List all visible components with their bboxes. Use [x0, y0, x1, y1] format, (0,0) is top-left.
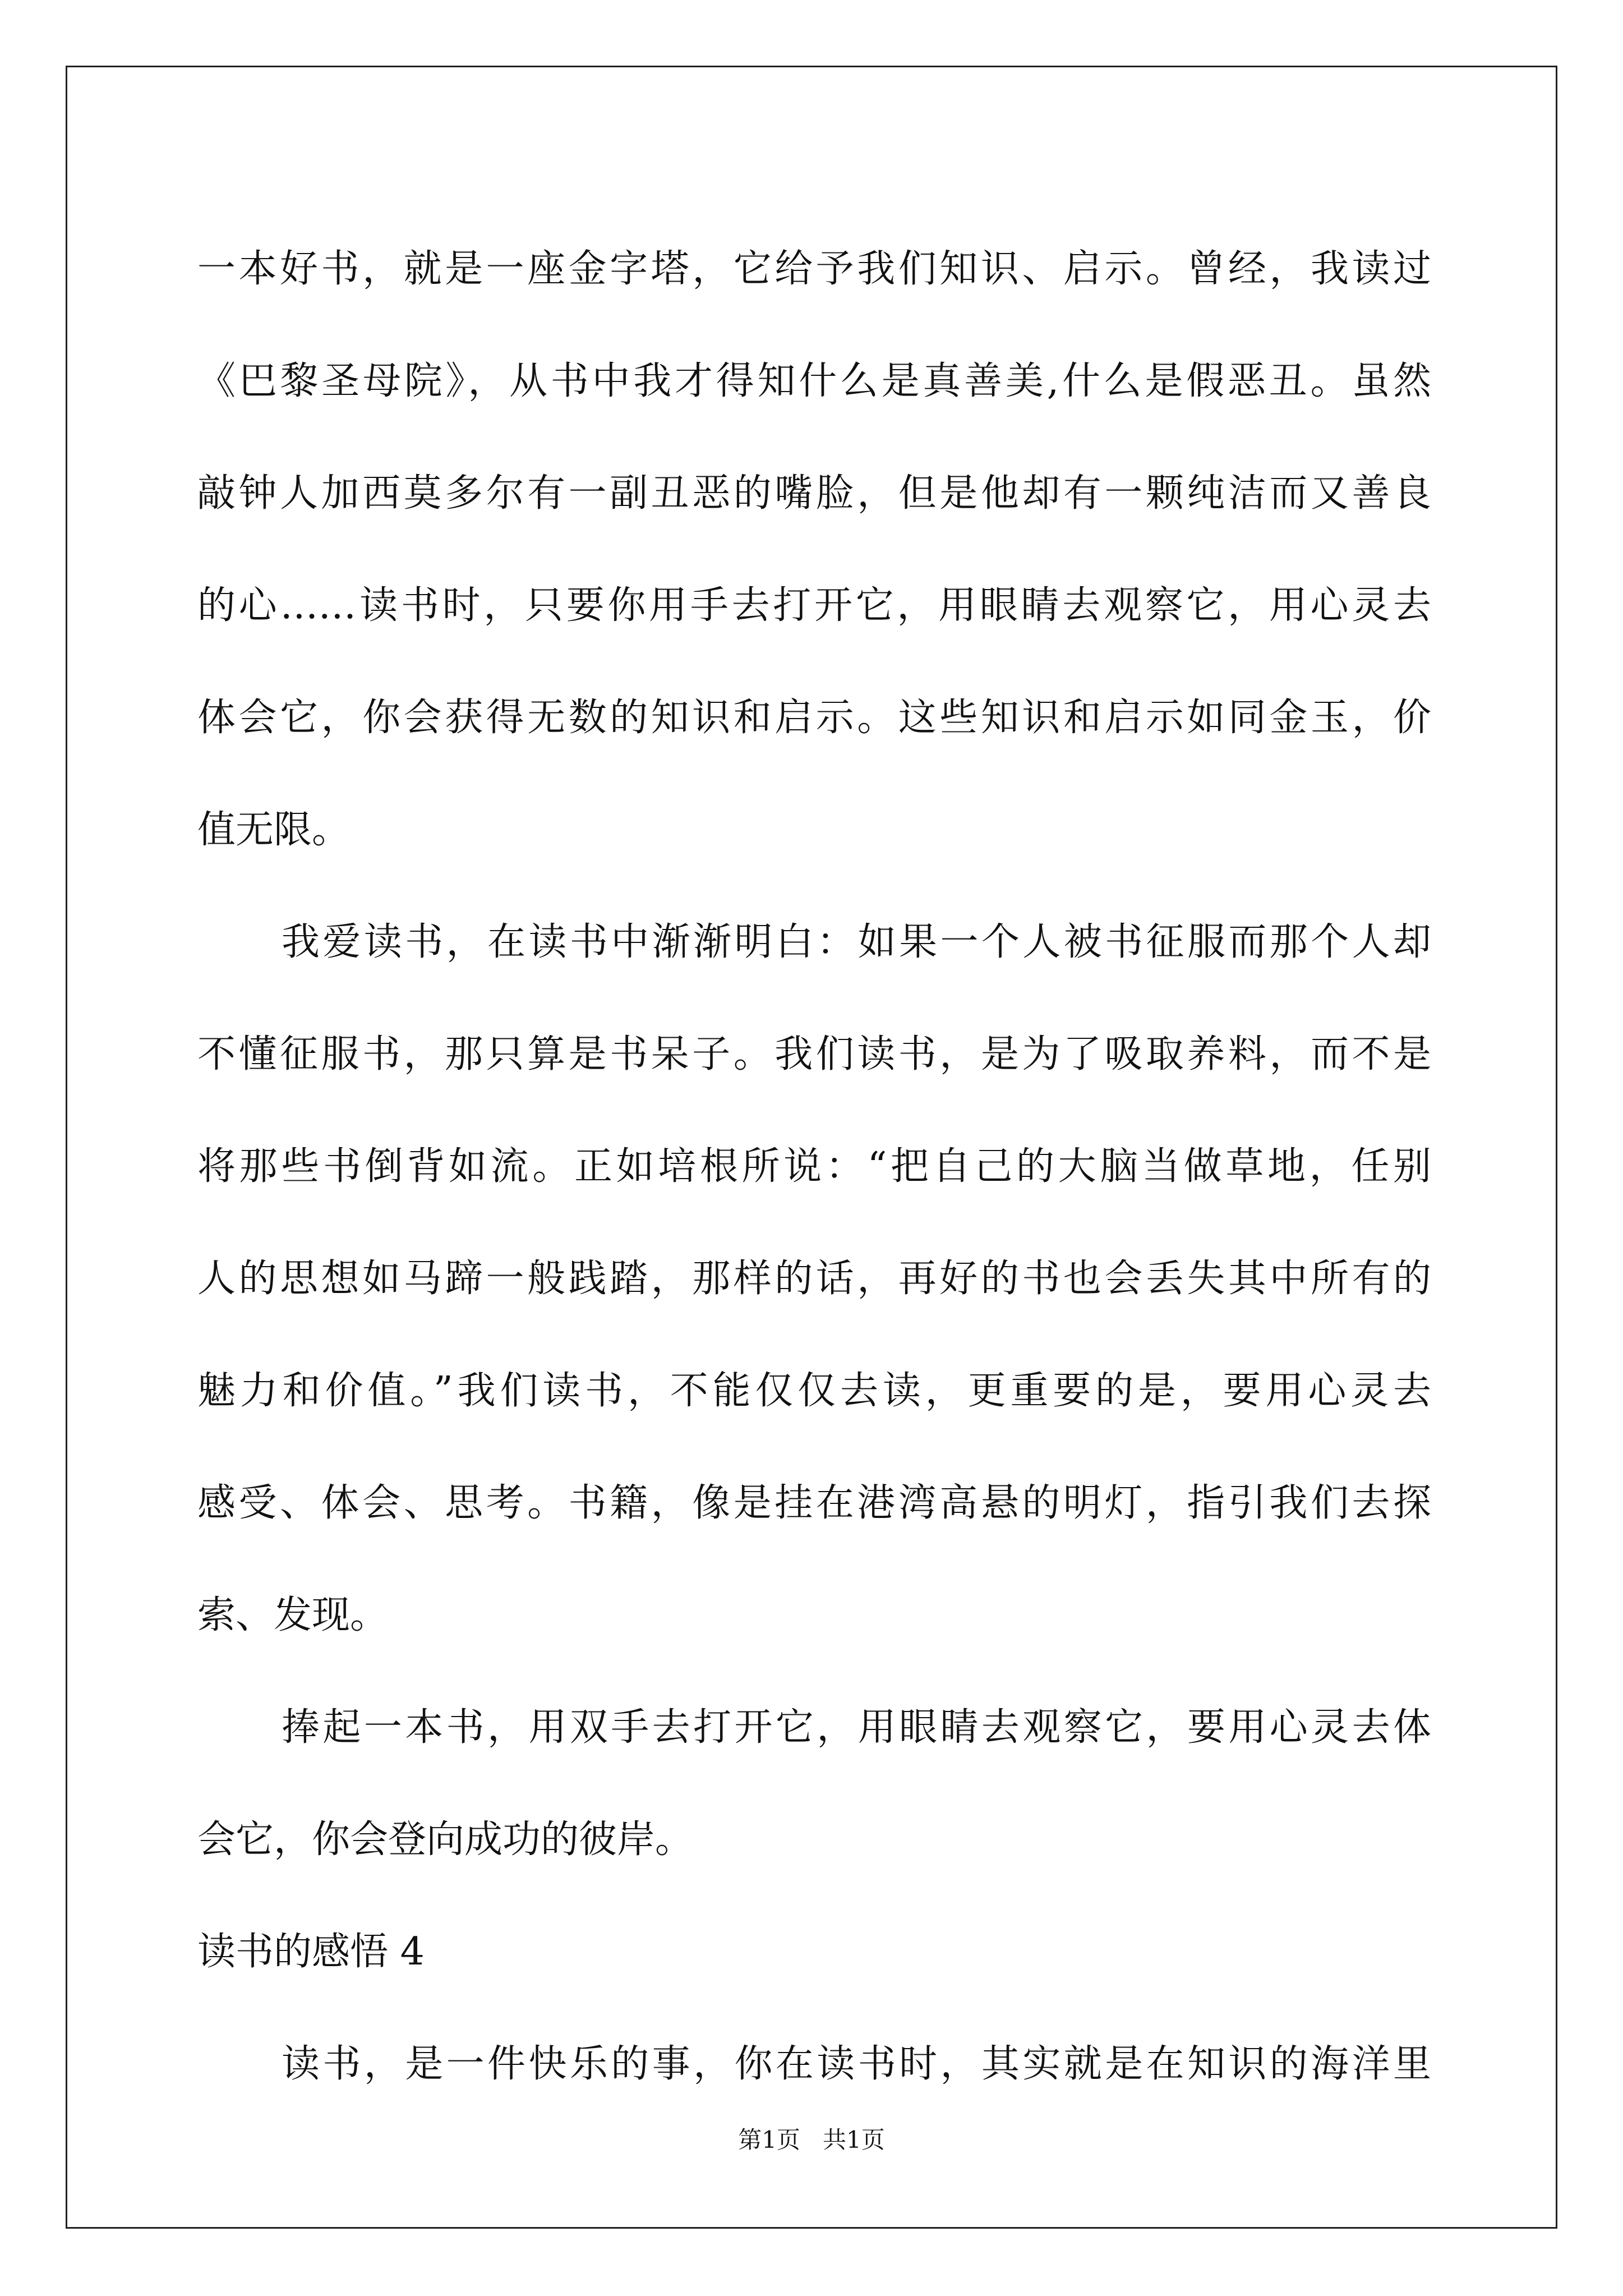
paragraph-line: 将那些书倒背如流。正如培根所说：“把自己的大脑当做草地，任别	[197, 1144, 1431, 1189]
page-footer: 第1页 共1页	[738, 2126, 885, 2154]
paragraph-line: 人的思想如马蹄一般践踏，那样的话，再好的书也会丢失其中所有的	[197, 1257, 1431, 1301]
section-heading: 读书的感悟 4	[197, 1930, 425, 1974]
paragraph-line: 我爱读书，在读书中渐渐明白：如果一个人被书征服而那个人却	[282, 920, 1431, 964]
paragraph-line: 体会它，你会获得无数的知识和启示。这些知识和启示如同金玉，价	[197, 696, 1431, 740]
paragraph-line: 索、发现。	[197, 1593, 389, 1637]
paragraph-line: 读书，是一件快乐的事，你在读书时，其实就是在知识的海洋里	[282, 2042, 1431, 2086]
paragraph-line: 不懂征服书，那只算是书呆子。我们读书，是为了吸取养料，而不是	[197, 1032, 1431, 1076]
paragraph-line: 会它，你会登向成功的彼岸。	[197, 1818, 694, 1862]
paragraph-line: 一本好书，就是一座金字塔，它给予我们知识、启示。曾经，我读过	[197, 247, 1431, 291]
paragraph-line: 感受、体会、思考。书籍，像是挂在港湾高悬的明灯，指引我们去探	[197, 1481, 1431, 1525]
paragraph-line: 捧起一本书，用双手去打开它，用眼睛去观察它，要用心灵去体	[282, 1705, 1431, 1750]
paragraph-line: 的心……读书时，只要你用手去打开它，用眼睛去观察它，用心灵去	[197, 583, 1431, 628]
paragraph-line: 《巴黎圣母院》，从书中我才得知什么是真善美,什么是假恶丑。虽然	[197, 359, 1431, 403]
paragraph-line: 魅力和价值。”我们读书，不能仅仅去读，更重要的是，要用心灵去	[197, 1369, 1431, 1413]
paragraph-line: 敲钟人加西莫多尔有一副丑恶的嘴脸，但是他却有一颗纯洁而又善良	[197, 471, 1431, 516]
document-body	[197, 213, 1431, 2120]
paragraph-line: 值无限。	[197, 808, 351, 852]
